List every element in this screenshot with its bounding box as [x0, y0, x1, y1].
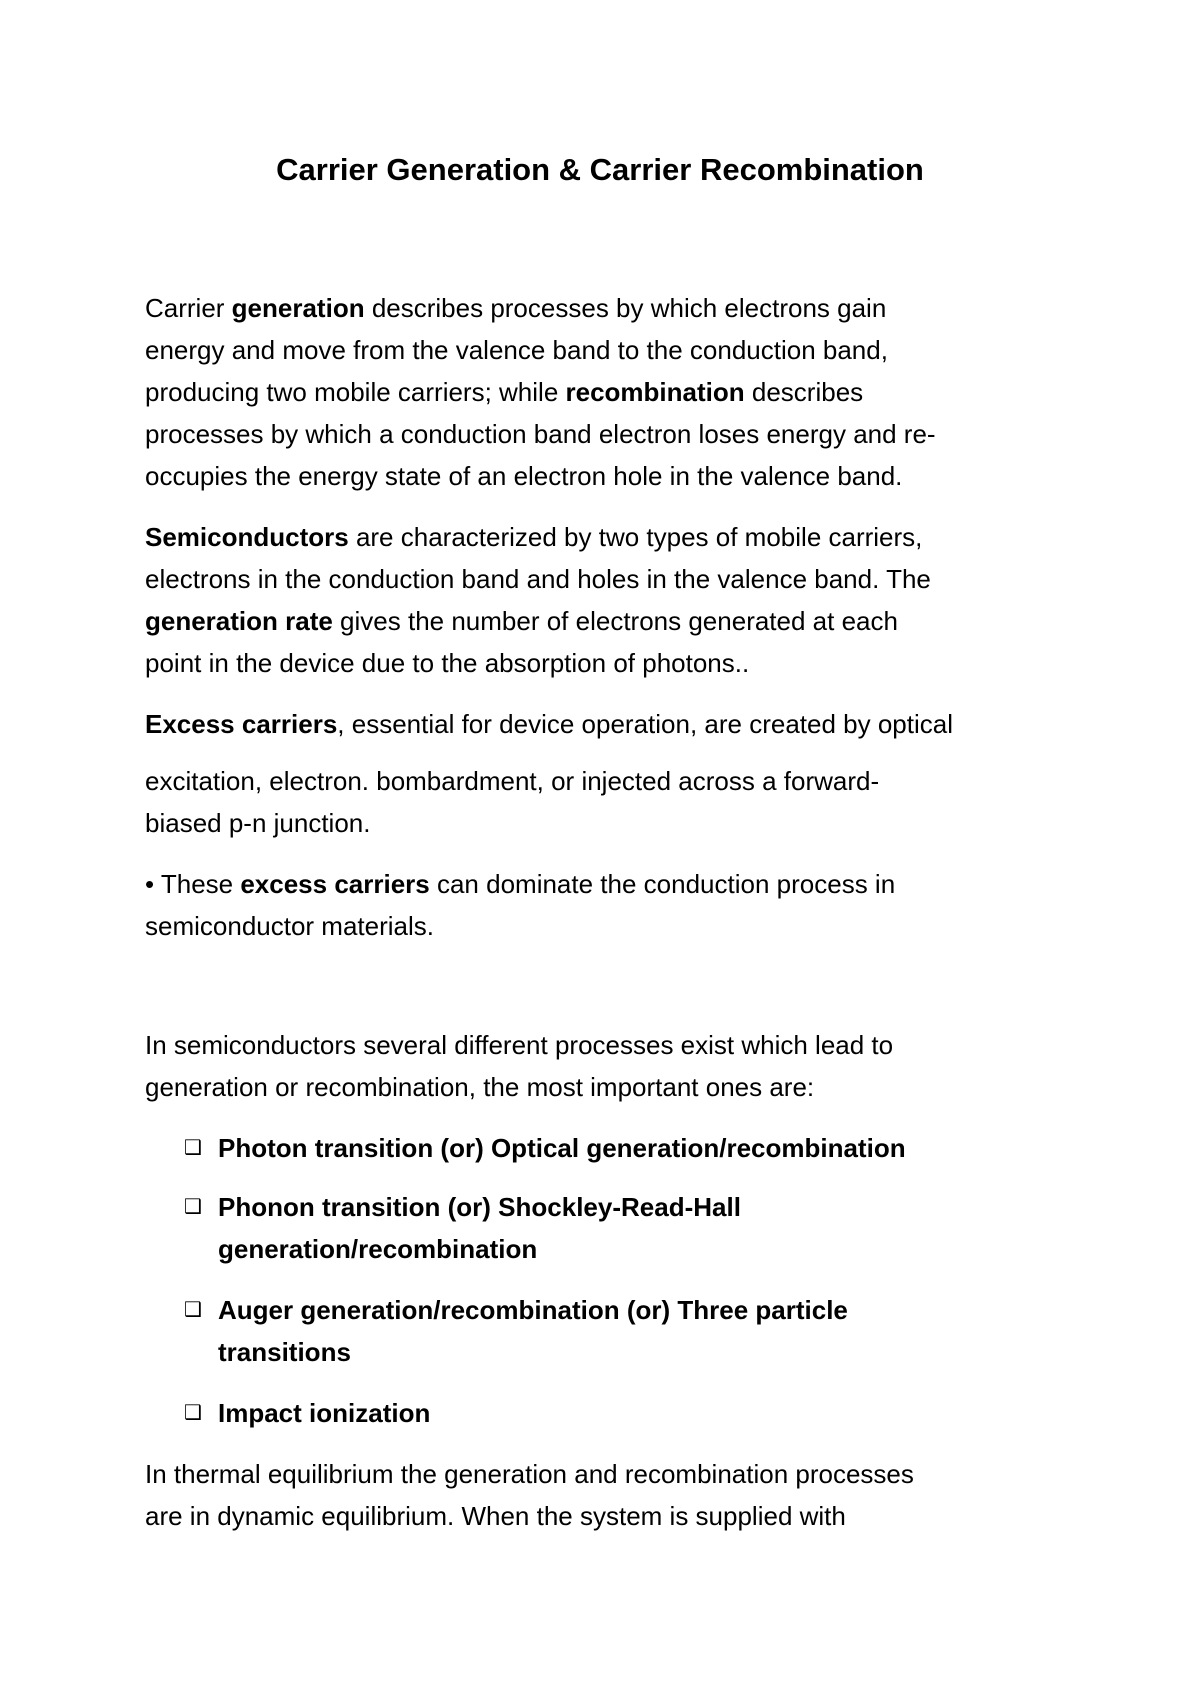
paragraph-line: [145, 707, 953, 741]
list-marker-icon: ❑: [184, 1299, 202, 1321]
paragraph-line: are in dynamic equilibrium. When the system is supplied with: [145, 1501, 846, 1531]
paragraph-line: [145, 867, 895, 901]
paragraph-line: In thermal equilibrium the generation and recombination processes: [145, 1459, 914, 1489]
paragraph-line: [145, 375, 863, 409]
paragraph-line: In semiconductors several different processes exist which lead to: [145, 1030, 894, 1060]
list-marker-icon: ❑: [184, 1402, 202, 1424]
bold-term: recombination: [565, 377, 745, 407]
paragraph-line: generation or recombination, the most important ones are:: [145, 1072, 815, 1102]
paragraph-line: electrons in the conduction band and holes in the valence band. The: [145, 564, 931, 594]
bold-term: generation: [231, 293, 365, 323]
text-run: Carrier: [145, 293, 232, 323]
paragraph-line: [145, 291, 886, 325]
list-marker-icon: ❑: [184, 1137, 202, 1159]
paragraph-line: semiconductor materials.: [145, 911, 434, 941]
list-marker-icon: ❑: [184, 1196, 202, 1218]
paragraph-line: occupies the energy state of an electron hole in the valence band.: [145, 461, 903, 491]
list-item: Phonon transition (or) Shockley-Read-Hall: [218, 1192, 741, 1222]
paragraph-line: biased p-n junction.: [145, 808, 371, 838]
text-run: producing two mobile carriers; while: [145, 377, 566, 407]
list-item-continuation: transitions: [218, 1337, 351, 1367]
text-run: describes processes by which electrons gain: [364, 293, 887, 323]
bold-term: Semiconductors: [145, 522, 349, 552]
text-run: describes: [744, 377, 864, 407]
paragraph-line: point in the device due to the absorption of photons..: [145, 648, 750, 678]
paragraph-line: [145, 520, 922, 554]
bold-term: generation rate: [145, 606, 333, 636]
paragraph-line: excitation, electron. bombardment, or injected across a forward-: [145, 766, 880, 796]
paragraph-line: processes by which a conduction band electron loses energy and re-: [145, 419, 936, 449]
bold-term: Excess carriers: [145, 709, 338, 739]
text-run: are characterized by two types of mobile carriers,: [348, 522, 923, 552]
bold-term: excess carriers: [240, 869, 430, 899]
text-run: , essential for device operation, are created by optical: [337, 709, 953, 739]
paragraph-line: energy and move from the valence band to the conduction band,: [145, 335, 888, 365]
paragraph-line: [145, 604, 898, 638]
text-run: can dominate the conduction process in: [429, 869, 896, 899]
list-item: Auger generation/recombination (or) Three particle: [218, 1295, 848, 1325]
list-item: Photon transition (or) Optical generation/recombination: [218, 1133, 906, 1163]
page-title: Carrier Generation & Carrier Recombination: [276, 152, 924, 187]
text-run: • These: [145, 869, 241, 899]
list-item-continuation: generation/recombination: [218, 1234, 538, 1264]
text-run: gives the number of electrons generated at each: [332, 606, 898, 636]
list-item: Impact ionization: [218, 1398, 431, 1428]
